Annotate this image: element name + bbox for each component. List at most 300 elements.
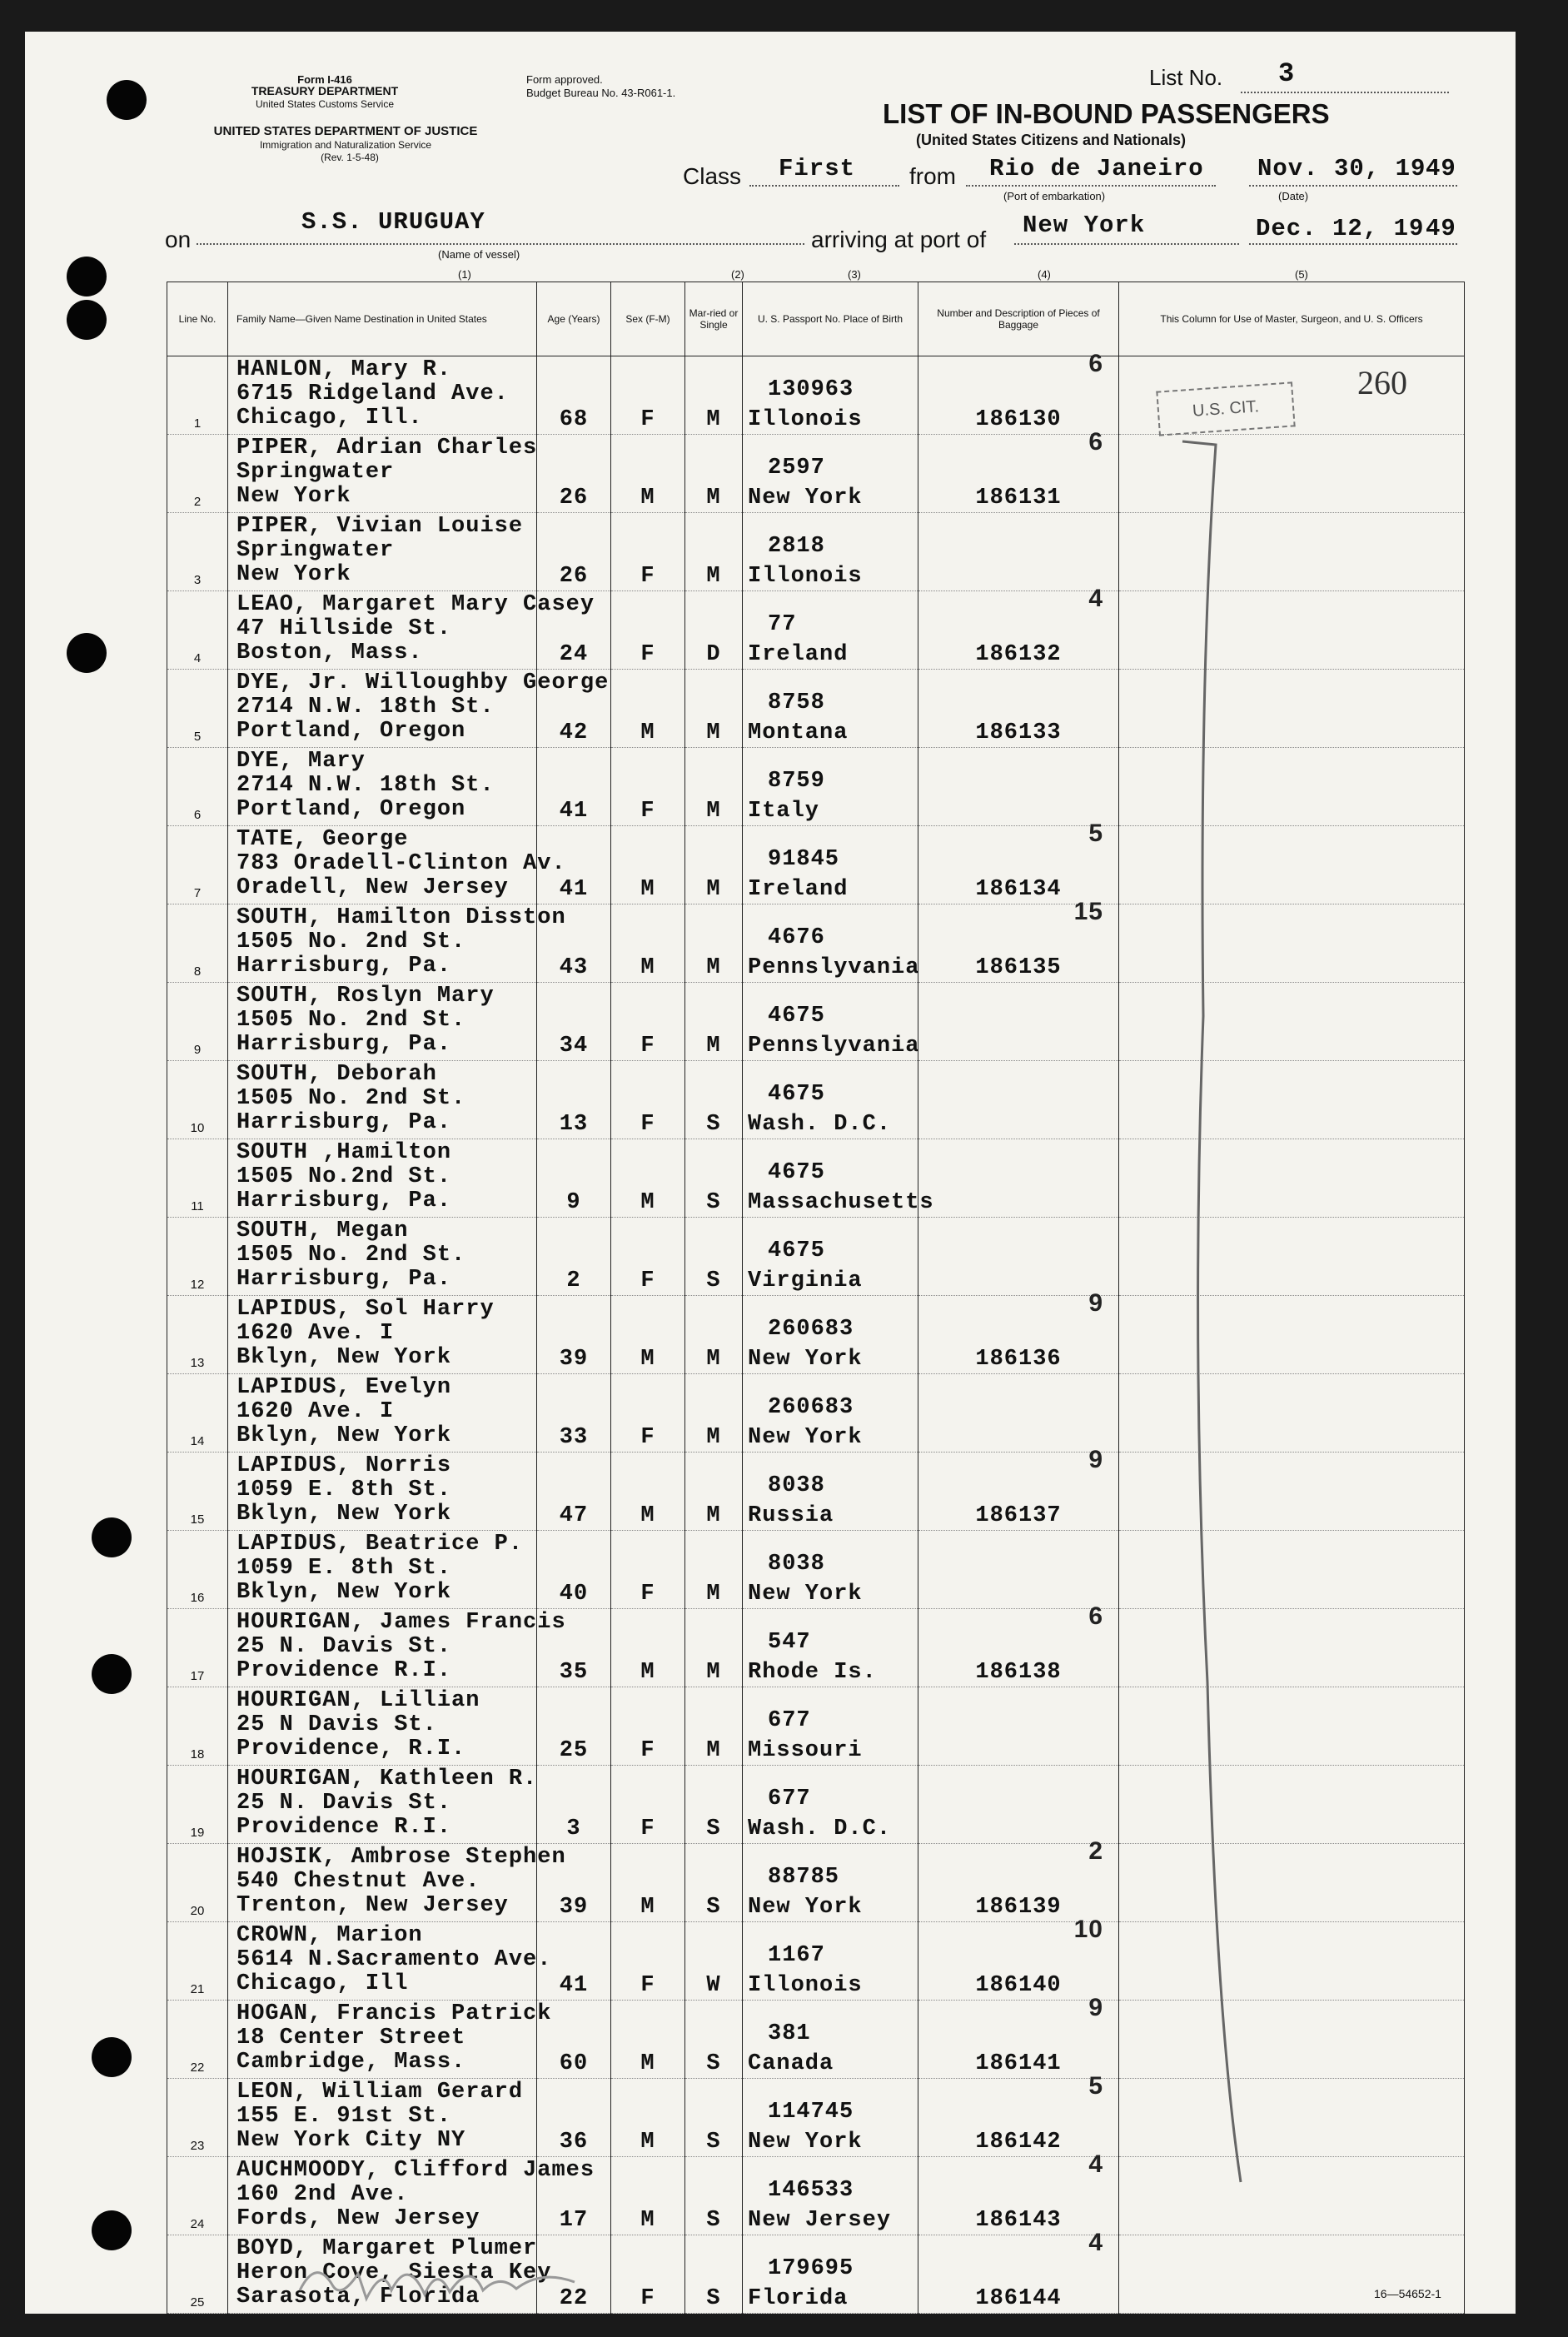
baggage-number: 186143 xyxy=(975,2208,1062,2233)
baggage-number: 186136 xyxy=(975,1347,1062,1372)
arrival-date: Dec. 12, 19 xyxy=(1256,215,1425,242)
age: 68 xyxy=(537,356,611,435)
address-line-2: Trenton, New Jersey xyxy=(236,1893,509,1918)
address-line-2: Bklyn, New York xyxy=(236,1580,452,1605)
baggage-number: 186132 xyxy=(975,642,1062,667)
passport-birthplace-cell xyxy=(743,591,918,670)
age: 42 xyxy=(537,670,611,748)
age: 34 xyxy=(537,983,611,1061)
address-line-2: New York City NY xyxy=(236,2128,466,2153)
passenger-name: HOURIGAN, James Francis xyxy=(236,1610,566,1635)
class-label: Class xyxy=(683,163,742,189)
sex: F xyxy=(611,748,685,826)
table-row xyxy=(167,748,1465,826)
age: 39 xyxy=(537,1296,611,1374)
passenger-name: LAPIDUS, Norris xyxy=(236,1453,452,1478)
line-number: 7 xyxy=(167,826,228,904)
baggage-count: 4 xyxy=(1088,2229,1103,2256)
place-of-birth: Ireland xyxy=(748,642,849,667)
sex: M xyxy=(611,1296,685,1374)
table-row xyxy=(167,1453,1465,1531)
passport-number: 2597 xyxy=(768,456,825,481)
form-title: LIST OF IN-BOUND PASSENGERS xyxy=(883,98,1330,129)
name-destination-cell xyxy=(228,1609,566,1687)
marital-status: M xyxy=(685,748,743,826)
address-line-2: Sarasota, Florida xyxy=(236,2285,480,2310)
table-row xyxy=(167,435,1465,513)
address-line-1: 2714 N.W. 18th St. xyxy=(236,773,495,798)
address-line-1: 1059 E. 8th St. xyxy=(236,1477,452,1502)
address-line-2: Harrisburg, Pa. xyxy=(236,1032,452,1057)
address-line-1: 1059 E. 8th St. xyxy=(236,1556,452,1581)
passport-birthplace-cell xyxy=(743,1139,934,1218)
age: 43 xyxy=(537,904,611,983)
marital-status: M xyxy=(685,513,743,591)
marital-status: S xyxy=(685,2157,743,2235)
name-destination-cell xyxy=(228,826,566,904)
passport-number: 260683 xyxy=(768,1317,854,1342)
line-number: 12 xyxy=(167,1218,228,1296)
name-destination-cell xyxy=(228,2001,552,2079)
line-number: 25 xyxy=(167,2235,228,2314)
place-of-birth: New York xyxy=(748,1582,863,1607)
line-number: 24 xyxy=(167,2157,228,2235)
form-approved: Form approved. xyxy=(526,73,603,86)
passenger-name: SOUTH, Deborah xyxy=(236,1062,437,1087)
date-caption: (Date) xyxy=(1278,190,1309,202)
departure-date: Nov. 30, 19 xyxy=(1257,155,1426,182)
header-name-destination: Family Name—Given Name Destination in United States xyxy=(228,282,537,356)
address-line-1: 18 Center Street xyxy=(236,2026,466,2050)
baggage-cell xyxy=(918,1218,1119,1296)
place-of-birth: Missouri xyxy=(748,1738,863,1763)
passport-birthplace-cell xyxy=(743,2157,918,2235)
baggage-cell xyxy=(918,1994,1119,2079)
sex: F xyxy=(611,983,685,1061)
baggage-number: 186139 xyxy=(975,1895,1062,1920)
sex: F xyxy=(611,1922,685,2001)
punch-hole xyxy=(67,633,107,673)
passport-number: 88785 xyxy=(768,1865,840,1890)
age: 39 xyxy=(537,1844,611,1922)
table-row xyxy=(167,1374,1465,1453)
baggage-cell xyxy=(918,2229,1119,2314)
name-destination-cell xyxy=(228,1531,537,1609)
age: 26 xyxy=(537,513,611,591)
marital-status: D xyxy=(685,591,743,670)
passport-number: 8038 xyxy=(768,1552,825,1577)
punch-hole xyxy=(92,1654,132,1694)
marital-status: M xyxy=(685,1609,743,1687)
name-destination-cell xyxy=(228,435,537,513)
age: 9 xyxy=(537,1139,611,1218)
table-row xyxy=(167,2001,1465,2079)
line-number: 4 xyxy=(167,591,228,670)
sex: F xyxy=(611,591,685,670)
passport-birthplace-cell xyxy=(743,826,918,904)
passport-birthplace-cell xyxy=(743,1218,918,1296)
inspector-signature xyxy=(291,2240,608,2315)
baggage-cell xyxy=(918,1061,1119,1139)
name-destination-cell xyxy=(228,983,537,1061)
vessel-caption: (Name of vessel) xyxy=(438,248,520,261)
age: 26 xyxy=(537,435,611,513)
address-line-1: 160 2nd Ave. xyxy=(236,2182,409,2207)
name-destination-cell xyxy=(228,1218,537,1296)
name-destination-cell xyxy=(228,1687,537,1766)
punch-hole xyxy=(67,300,107,340)
name-destination-cell xyxy=(228,356,537,435)
passenger-name: TATE, George xyxy=(236,827,409,852)
sex: F xyxy=(611,1531,685,1609)
baggage-count: 10 xyxy=(1073,1916,1103,1943)
table-row xyxy=(167,1844,1465,1922)
list-number-line xyxy=(1241,92,1449,93)
arriving-label: arriving at port of xyxy=(811,227,987,252)
sex: M xyxy=(611,1139,685,1218)
address-line-1: 25 N Davis St. xyxy=(236,1712,437,1737)
header-age: Age (Years) xyxy=(537,282,611,356)
baggage-count: 4 xyxy=(1088,585,1103,612)
marital-status: M xyxy=(685,1374,743,1453)
passenger-name: BOYD, Margaret Plumer xyxy=(236,2236,538,2261)
address-line-1: 783 Oradell-Clinton Av. xyxy=(236,851,566,876)
column-number-5: (5) xyxy=(1295,268,1308,281)
address-line-2: Providence R.I. xyxy=(236,1815,452,1840)
baggage-cell xyxy=(918,1531,1119,1609)
sex: F xyxy=(611,1766,685,1844)
sex: M xyxy=(611,670,685,748)
passport-birthplace-cell xyxy=(743,513,918,591)
address-line-1: 1505 No. 2nd St. xyxy=(236,929,466,954)
baggage-cell xyxy=(918,898,1119,983)
place-of-birth: New York xyxy=(748,486,863,511)
marital-status: S xyxy=(685,1139,743,1218)
table-row xyxy=(167,670,1465,748)
marital-status: S xyxy=(685,2001,743,2079)
baggage-count: 6 xyxy=(1088,350,1103,377)
passenger-name: HANLON, Mary R. xyxy=(236,357,452,382)
header-married: Mar-ried or Single xyxy=(685,282,743,356)
sex: F xyxy=(611,356,685,435)
passport-birthplace-cell xyxy=(743,356,918,435)
header-baggage: Number and Description of Pieces of Baggage xyxy=(918,282,1119,356)
line-number: 16 xyxy=(167,1531,228,1609)
line-number: 14 xyxy=(167,1374,228,1453)
line-number: 6 xyxy=(167,748,228,826)
line-number: 15 xyxy=(167,1453,228,1531)
place-of-birth: Pennslyvania xyxy=(748,1034,920,1059)
address-line-1: 1505 No.2nd St. xyxy=(236,1164,452,1189)
punch-hole xyxy=(92,1517,132,1557)
marital-status: S xyxy=(685,2235,743,2314)
baggage-cell xyxy=(918,2072,1119,2157)
sex: M xyxy=(611,904,685,983)
name-destination-cell xyxy=(228,513,537,591)
passport-number: 1167 xyxy=(768,1943,825,1968)
marital-status: S xyxy=(685,1061,743,1139)
address-line-2: New York xyxy=(236,562,351,587)
baggage-count: 5 xyxy=(1088,820,1103,847)
sex: M xyxy=(611,2157,685,2235)
passport-birthplace-cell xyxy=(743,1609,918,1687)
name-destination-cell xyxy=(228,1453,537,1531)
port-line xyxy=(966,185,1216,187)
header-passport-birthplace: U. S. Passport No. Place of Birth xyxy=(743,282,918,356)
age: 3 xyxy=(537,1766,611,1844)
sex: M xyxy=(611,826,685,904)
baggage-cell xyxy=(918,983,1119,1061)
form-subtitle: (United States Citizens and Nationals) xyxy=(916,132,1187,148)
name-destination-cell xyxy=(228,1061,537,1139)
address-line-2: Providence, R.I. xyxy=(236,1737,466,1761)
baggage-cell xyxy=(918,513,1119,591)
punch-hole xyxy=(92,2210,132,2250)
passport-birthplace-cell xyxy=(743,983,918,1061)
address-line-1: 1620 Ave. I xyxy=(236,1399,395,1424)
address-line-1: Springwater xyxy=(236,460,395,485)
class-value: First xyxy=(779,155,856,182)
baggage-count: 15 xyxy=(1073,898,1103,925)
sex: M xyxy=(611,435,685,513)
sex: F xyxy=(611,513,685,591)
marital-status: M xyxy=(685,1453,743,1531)
passenger-name: HOGAN, Francis Patrick xyxy=(236,2001,552,2026)
baggage-cell xyxy=(918,1687,1119,1766)
customs-service: United States Customs Service xyxy=(255,98,395,110)
budget-bureau: Budget Bureau No. 43-R061-1. xyxy=(526,87,676,99)
address-line-2: Oradell, New Jersey xyxy=(236,875,509,900)
name-destination-cell xyxy=(228,1766,537,1844)
line-number: 17 xyxy=(167,1609,228,1687)
passport-number: 4675 xyxy=(768,1160,825,1185)
baggage-cell xyxy=(918,748,1119,826)
address-line-2: Boston, Mass. xyxy=(236,640,423,665)
sex: M xyxy=(611,1609,685,1687)
passenger-name: DYE, Jr. Willoughby George xyxy=(236,670,610,695)
sex: F xyxy=(611,2235,685,2314)
marital-status: M xyxy=(685,435,743,513)
sex: F xyxy=(611,1687,685,1766)
table-row xyxy=(167,1139,1465,1218)
place-of-birth: Virginia xyxy=(748,1268,863,1293)
passport-number: 547 xyxy=(768,1630,811,1655)
baggage-number: 186138 xyxy=(975,1660,1062,1685)
address-line-2: Chicago, Ill. xyxy=(236,406,423,431)
marital-status: S xyxy=(685,1218,743,1296)
baggage-cell xyxy=(918,2150,1119,2235)
table-row xyxy=(167,1061,1465,1139)
sex: M xyxy=(611,2079,685,2157)
age: 25 xyxy=(537,1687,611,1766)
passenger-name: LAPIDUS, Evelyn xyxy=(236,1375,452,1400)
address-line-1: 5614 N.Sacramento Ave. xyxy=(236,1947,552,1972)
baggage-number: 186141 xyxy=(975,2051,1062,2076)
passport-birthplace-cell xyxy=(743,904,918,983)
passenger-table xyxy=(167,282,1465,2314)
baggage-count: 9 xyxy=(1088,1994,1103,2021)
passenger-name: LEAO, Margaret Mary Casey xyxy=(236,592,595,617)
baggage-number: 186144 xyxy=(975,2286,1062,2311)
age: 40 xyxy=(537,1531,611,1609)
baggage-cell xyxy=(918,428,1119,513)
passport-number: 381 xyxy=(768,2021,811,2046)
passenger-name: SOUTH, Hamilton Disston xyxy=(236,905,566,930)
baggage-number: 186131 xyxy=(975,486,1062,511)
address-line-1: 2714 N.W. 18th St. xyxy=(236,695,495,720)
class-line xyxy=(749,185,899,187)
age: 33 xyxy=(537,1374,611,1453)
place-of-birth: New York xyxy=(748,1347,863,1372)
passport-number: 179695 xyxy=(768,2256,854,2281)
name-destination-cell xyxy=(228,2079,537,2157)
address-line-1: 1505 No. 2nd St. xyxy=(236,1243,466,1268)
place-of-birth: Illonois xyxy=(748,564,863,589)
marital-status: M xyxy=(685,670,743,748)
address-line-2: Bklyn, New York xyxy=(236,1502,452,1527)
line-number: 10 xyxy=(167,1061,228,1139)
line-number: 5 xyxy=(167,670,228,748)
passenger-name: PIPER, Adrian Charles xyxy=(236,436,538,461)
address-line-2: Harrisburg, Pa. xyxy=(236,1267,452,1292)
line-number: 8 xyxy=(167,904,228,983)
table-row xyxy=(167,1766,1465,1844)
date-line xyxy=(1249,185,1457,187)
departure-year: 49 xyxy=(1426,155,1456,182)
passport-number: 4675 xyxy=(768,1238,825,1263)
passport-birthplace-cell xyxy=(743,1453,918,1531)
address-line-1: Springwater xyxy=(236,538,395,563)
passport-birthplace-cell xyxy=(743,2079,918,2157)
place-of-birth: Wash. D.C. xyxy=(748,1816,892,1841)
marital-status: S xyxy=(685,1844,743,1922)
table-row xyxy=(167,591,1465,670)
line-number: 13 xyxy=(167,1296,228,1374)
sex: M xyxy=(611,2001,685,2079)
sex: M xyxy=(611,1844,685,1922)
line-number: 3 xyxy=(167,513,228,591)
header-sex: Sex (F-M) xyxy=(611,282,685,356)
baggage-cell xyxy=(918,1446,1119,1531)
place-of-birth: Italy xyxy=(748,799,820,824)
form-print-code: 16—54652-1 xyxy=(1374,2287,1441,2300)
passenger-name: SOUTH, Roslyn Mary xyxy=(236,984,495,1009)
place-of-birth: New York xyxy=(748,2130,863,2155)
passport-number: 4675 xyxy=(768,1004,825,1029)
sex: M xyxy=(611,1453,685,1531)
address-line-2: Portland, Oregon xyxy=(236,797,466,822)
place-of-birth: New York xyxy=(748,1895,863,1920)
baggage-cell xyxy=(918,1139,1119,1218)
baggage-count: 6 xyxy=(1088,1602,1103,1630)
address-line-1: Heron Cove, Siesta Key xyxy=(236,2260,552,2285)
punch-hole xyxy=(92,2037,132,2077)
from-label: from xyxy=(909,163,956,189)
punch-hole xyxy=(67,257,107,296)
age: 41 xyxy=(537,1922,611,2001)
column-number-4: (4) xyxy=(1038,268,1051,281)
baggage-count: 6 xyxy=(1088,428,1103,456)
passenger-name: SOUTH ,Hamilton xyxy=(236,1140,452,1165)
place-of-birth: Russia xyxy=(748,1503,834,1528)
passport-number: 8038 xyxy=(768,1473,825,1498)
baggage-number: 186130 xyxy=(975,407,1062,432)
punch-hole xyxy=(107,80,147,120)
passenger-name: DYE, Mary xyxy=(236,749,366,774)
table-header-row xyxy=(167,282,1465,356)
pencil-bracket-mark xyxy=(1166,433,1266,2265)
baggage-cell xyxy=(918,1837,1119,1922)
marital-status: M xyxy=(685,1687,743,1766)
age: 36 xyxy=(537,2079,611,2157)
place-of-birth: New York xyxy=(748,1425,863,1450)
form-number: Form I-416 xyxy=(297,73,352,86)
name-destination-cell xyxy=(228,1844,566,1922)
immigration-service: Immigration and Naturalization Service xyxy=(259,139,432,151)
table-row xyxy=(167,2079,1465,2157)
column-number-1: (1) xyxy=(458,268,471,281)
marital-status: W xyxy=(685,1922,743,2001)
header-officers: This Column for Use of Master, Surgeon, and U. S. Officers xyxy=(1119,282,1465,356)
column-number-2: (2) xyxy=(731,268,744,281)
baggage-count: 9 xyxy=(1088,1446,1103,1473)
line-number: 22 xyxy=(167,2001,228,2079)
sex: F xyxy=(611,1218,685,1296)
line-number: 21 xyxy=(167,1922,228,2001)
table-row xyxy=(167,513,1465,591)
list-number: 3 xyxy=(1278,58,1296,89)
arrival-date-line xyxy=(1249,243,1457,245)
arrival-year: 49 xyxy=(1426,215,1456,242)
passenger-name: HOURIGAN, Kathleen R. xyxy=(236,1766,538,1791)
address-line-2: New York xyxy=(236,484,351,509)
baggage-cell xyxy=(918,350,1119,435)
address-line-2: Bklyn, New York xyxy=(236,1423,452,1448)
passport-number: 677 xyxy=(768,1786,811,1811)
baggage-cell xyxy=(918,670,1119,748)
passport-number: 4675 xyxy=(768,1082,825,1107)
baggage-cell xyxy=(918,1374,1119,1453)
port-of-embarkation: Rio de Janeiro xyxy=(989,155,1204,182)
address-line-1: 1505 No. 2nd St. xyxy=(236,1008,466,1033)
name-destination-cell xyxy=(228,748,537,826)
baggage-cell xyxy=(918,1289,1119,1374)
passenger-name: PIPER, Vivian Louise xyxy=(236,514,524,539)
arrival-port-line xyxy=(1014,243,1239,245)
address-line-1: 6715 Ridgeland Ave. xyxy=(236,381,509,406)
vessel-name: S.S. URUGUAY xyxy=(301,208,485,236)
place-of-birth: Canada xyxy=(748,2051,834,2076)
list-number-label: List No. xyxy=(1149,65,1223,90)
passenger-name: HOJSIK, Ambrose Stephen xyxy=(236,1845,566,1870)
name-destination-cell xyxy=(228,1922,552,2001)
place-of-birth: Rhode Is. xyxy=(748,1660,877,1685)
address-line-1: 25 N. Davis St. xyxy=(236,1791,452,1816)
table-row xyxy=(167,1609,1465,1687)
address-line-2: Cambridge, Mass. xyxy=(236,2050,466,2075)
table-row xyxy=(167,1296,1465,1374)
marital-status: M xyxy=(685,1531,743,1609)
baggage-cell xyxy=(918,1766,1119,1844)
passport-number: 91845 xyxy=(768,847,840,872)
baggage-count: 2 xyxy=(1088,1837,1103,1865)
arrival-port: New York xyxy=(1023,212,1146,239)
passport-birthplace-cell xyxy=(743,1766,918,1844)
address-line-2: Providence R.I. xyxy=(236,1658,452,1683)
passport-number: 146533 xyxy=(768,2178,854,2203)
address-line-1: 25 N. Davis St. xyxy=(236,1634,452,1659)
line-number: 23 xyxy=(167,2079,228,2157)
